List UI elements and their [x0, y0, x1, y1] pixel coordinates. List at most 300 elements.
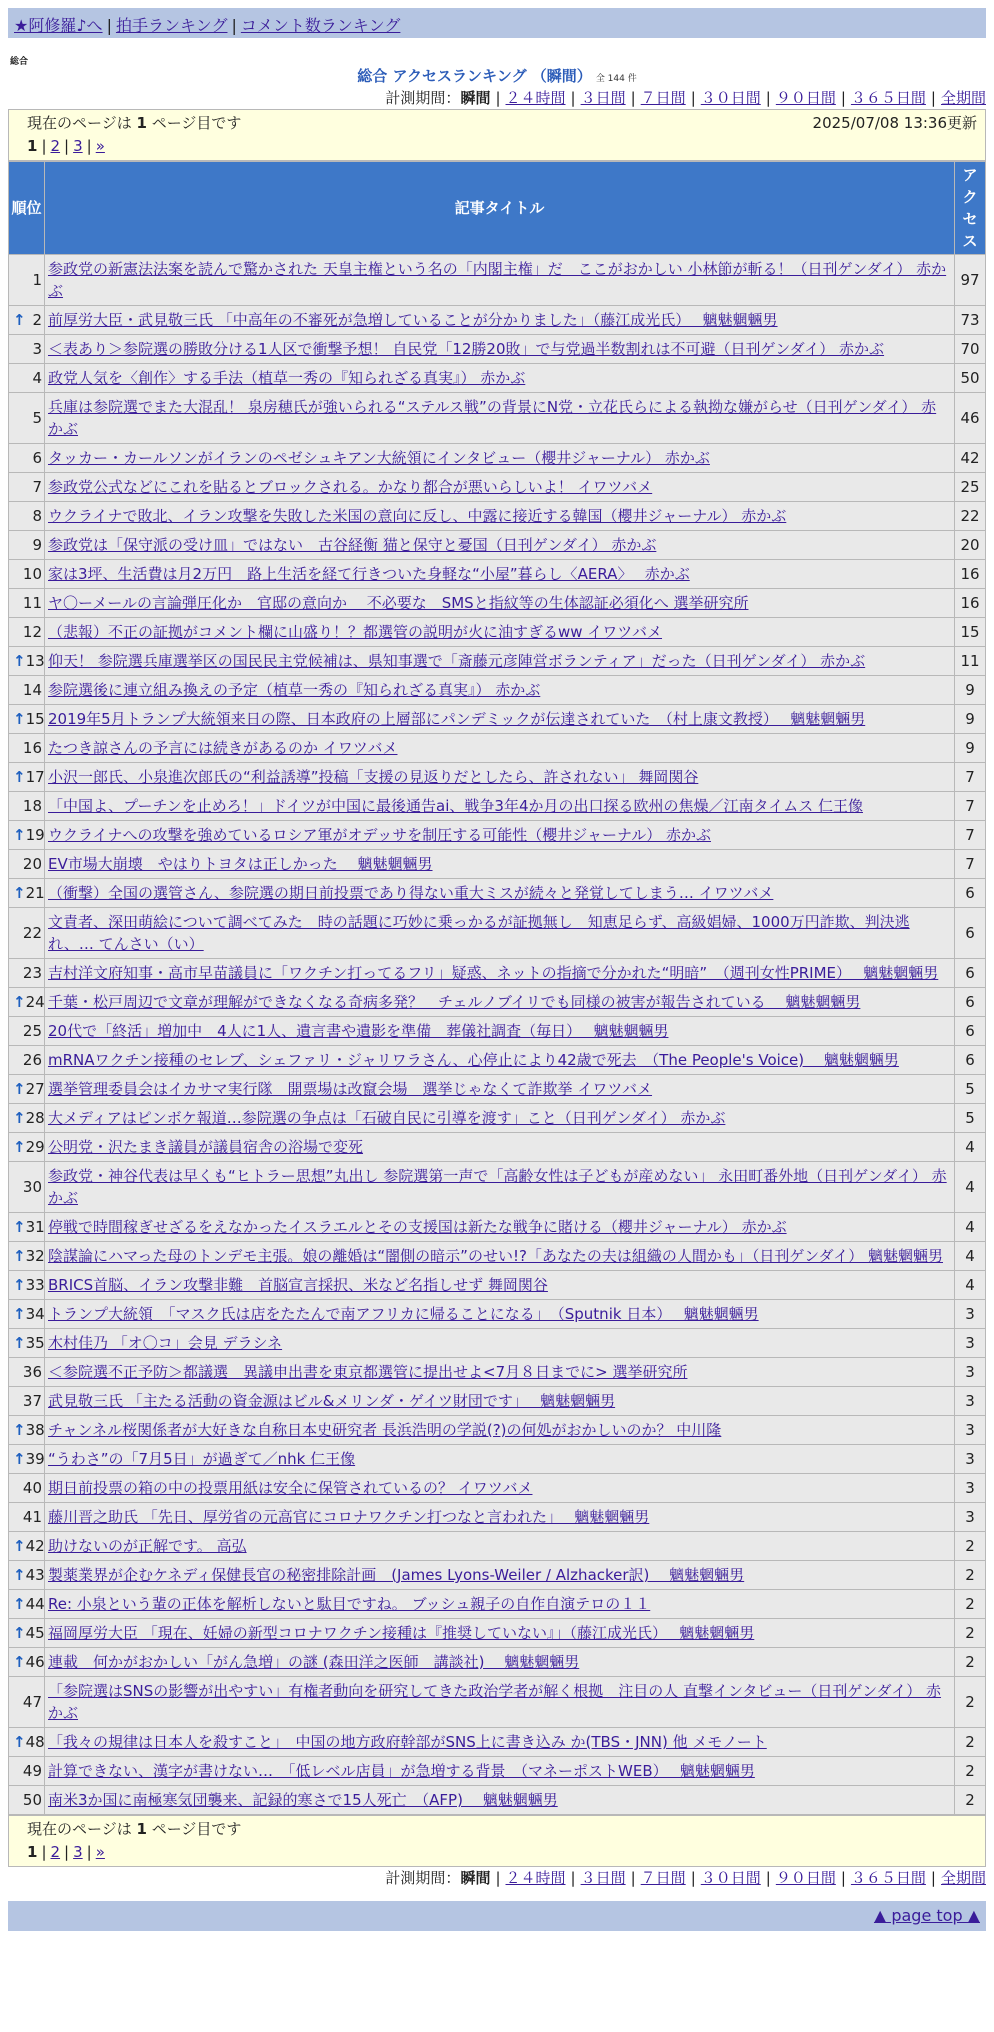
article-link[interactable]: たつき諒さんの予言には続きがあるのか イワツバメ: [48, 739, 398, 757]
access-count: 2: [955, 1619, 986, 1648]
title-cell: [45, 1503, 955, 1532]
rank-up-arrow-icon: ↑: [13, 1334, 26, 1352]
access-count: 2: [955, 1561, 986, 1590]
rank-cell: [9, 1046, 45, 1075]
rank-cell: [9, 1104, 45, 1133]
rank-number: 40: [22, 1479, 42, 1497]
article-link[interactable]: 家は3坪、生活費は月2万円 路上生活を経て行きついた身軽な“小屋”暮らし〈AERA〉 赤かぶ: [48, 565, 690, 583]
table-row: [9, 1162, 986, 1213]
rank-cell: [9, 1619, 45, 1648]
page-link[interactable]: 3: [73, 1843, 83, 1861]
title-cell: [45, 1561, 955, 1590]
table-row: [9, 1104, 986, 1133]
rank-cell: [9, 1648, 45, 1677]
access-count: 3: [955, 1416, 986, 1445]
page-next-link[interactable]: »: [95, 1843, 105, 1861]
article-link[interactable]: 前厚労大臣・武見敬三氏 「中高年の不審死が急増していることが分かりました」（藤江成光氏） 魑魅魍魎男: [48, 311, 778, 329]
article-link[interactable]: 大メディアはピンボケ報道…参院選の争点は「石破自民に引導を渡す」こと（日刊ゲンダイ） 赤かぶ: [48, 1109, 726, 1127]
rank-cell: [9, 1329, 45, 1358]
article-link[interactable]: 停戦で時間稼ぎせざるをえなかったイスラエルとその支援国は新たな戦争に賭ける（櫻井ジャーナル） 赤かぶ: [48, 1218, 787, 1236]
article-link[interactable]: 福岡厚労大臣 「現在、妊婦の新型コロナワクチン接種は『推奨していない』」（藤江成光氏） 魑魅魍魎男: [48, 1624, 755, 1642]
table-row: [9, 1561, 986, 1590]
table-row: [9, 1445, 986, 1474]
rank-number: 21: [25, 884, 45, 902]
rank-number: 34: [25, 1305, 45, 1323]
page-separator: |: [86, 1843, 92, 1861]
rank-cell: [9, 444, 45, 473]
table-row: [9, 1786, 986, 1815]
table-row: [9, 1046, 986, 1075]
access-count: 7: [955, 792, 986, 821]
access-count: 50: [955, 364, 986, 393]
table-row: [9, 1619, 986, 1648]
article-link[interactable]: 政党人気を〈創作〉する手法（植草一秀の『知られざる真実』） 赤かぶ: [48, 369, 526, 387]
rank-cell: [9, 1242, 45, 1271]
rank-number: 24: [25, 993, 45, 1011]
table-row: [9, 908, 986, 959]
rank-number: 27: [25, 1080, 45, 1098]
article-link[interactable]: 武見敬三氏 「主たる活動の資金源はビル&メリンダ・ゲイツ財団です」 魑魅魍魎男: [48, 1392, 616, 1410]
title-cell: [45, 676, 955, 705]
rank-cell: [9, 502, 45, 531]
page-status-current: 1: [136, 114, 147, 132]
rank-up-arrow-icon: ↑: [13, 652, 26, 670]
article-link[interactable]: チャンネル桜関係者が大好きな自称日本史研究者 長浜浩明の学説(?)の何処がおかしいのか？ 中川隆: [48, 1421, 722, 1439]
page-top-link[interactable]: ▲ page top ▲: [873, 1906, 980, 1925]
rank-cell: [9, 908, 45, 959]
title-cell: [45, 560, 955, 589]
rank-number: 3: [32, 340, 42, 358]
access-count: 6: [955, 908, 986, 959]
col-header-title: 記事タイトル: [45, 162, 955, 255]
article-link[interactable]: mRNAワクチン接種のセレブ、シェファリ・ジャリワラさん、心停止により42歳で死去 （The People's Voice) 魑魅魍魎男: [48, 1051, 899, 1069]
rank-cell: [9, 1387, 45, 1416]
access-count: 4: [955, 1133, 986, 1162]
article-link[interactable]: 参政党・神谷代表は早くも“ヒトラー思想”丸出し 参院選第一声で「高齢女性は子どもが産めない」 永田町番外地（日刊ゲンダイ） 赤かぶ: [48, 1167, 947, 1207]
access-count: 6: [955, 879, 986, 908]
access-count: 2: [955, 1532, 986, 1561]
rank-up-arrow-icon: ↑: [13, 1109, 26, 1127]
rank-cell: [9, 473, 45, 502]
rank-cell: [9, 306, 45, 335]
page-separator: |: [64, 1843, 70, 1861]
table-row: [9, 1728, 986, 1757]
rank-cell: [9, 335, 45, 364]
period-link[interactable]: ３日間: [580, 89, 626, 107]
access-count: 3: [955, 1358, 986, 1387]
article-link[interactable]: 千葉・松戸周辺で文章が理解ができなくなる奇病多発？ チェルノブイリでも同様の被害が報告されている 魑魅魍魎男: [48, 993, 861, 1011]
title-cell: [45, 959, 955, 988]
article-link[interactable]: トランプ大統領 「マスク氏は店をたたんで南アフリカに帰ることになる」 （Sputnik 日本） 魑魅魍魎男: [48, 1305, 759, 1323]
rank-number: 20: [22, 855, 42, 873]
rank-number: 45: [25, 1624, 45, 1642]
access-count: 2: [955, 1677, 986, 1728]
article-link[interactable]: 選挙管理委員会はイカサマ実行隊 開票場は改竄会場 選挙じゃなくて詐欺挙 イワツバメ: [48, 1080, 653, 1098]
title-cell: [45, 502, 955, 531]
article-link[interactable]: 兵庫は参院選でまた大混乱！ 泉房穂氏が強いられる“ステルス戦”の背景にN党・立花氏らによる執拗な嫌がらせ（日刊ゲンダイ） 赤かぶ: [48, 398, 937, 438]
rank-number: 14: [22, 681, 42, 699]
access-count: 2: [955, 1590, 986, 1619]
title-cell: [45, 1017, 955, 1046]
rank-cell: [9, 255, 45, 306]
access-count: 6: [955, 959, 986, 988]
article-link[interactable]: （衝撃）全国の選管さん、参院選の期日前投票であり得ない重大ミスが続々と発覚してしまう… イワツバメ: [48, 884, 774, 902]
title-cell: [45, 1445, 955, 1474]
table-row: [9, 560, 986, 589]
period-separator: |: [840, 1869, 846, 1887]
article-link[interactable]: 連載 何かがおかしい「がん急増」の謎 (森田洋之医師 講談社) 魑魅魍魎男: [48, 1653, 580, 1671]
access-count: 2: [955, 1757, 986, 1786]
title-cell: [45, 705, 955, 734]
access-count: 9: [955, 676, 986, 705]
page-separator: |: [41, 137, 47, 155]
rank-up-arrow-icon: ↑: [13, 1138, 26, 1156]
article-link[interactable]: 計算できない、漢字が書けない… 「低レベル店員」が急増する背景 （マネーポストWEB） 魑魅魍魎男: [48, 1762, 755, 1780]
rank-cell: [9, 618, 45, 647]
article-link[interactable]: 参政党は「保守派の受け皿」ではない 古谷経衡 猫と保守と憂国（日刊ゲンダイ） 赤かぶ: [48, 536, 657, 554]
period-separator: |: [765, 89, 771, 107]
period-link[interactable]: ３０日間: [700, 89, 761, 107]
access-count: 9: [955, 734, 986, 763]
article-link[interactable]: ＜表あり＞参院選の勝敗分ける1人区で衝撃予想！ 自民党「12勝20敗」で与党過半数割れは不可避（日刊ゲンダイ） 赤かぶ: [48, 340, 885, 358]
period-separator: |: [630, 89, 636, 107]
rank-up-arrow-icon: ↑: [13, 1450, 26, 1468]
title-cell: [45, 393, 955, 444]
period-link[interactable]: ３６５日間: [850, 1869, 926, 1887]
table-row: [9, 705, 986, 734]
table-row: [9, 1474, 986, 1503]
access-count: 42: [955, 444, 986, 473]
access-count: 3: [955, 1387, 986, 1416]
rank-number: 41: [22, 1508, 42, 1526]
rank-cell: [9, 560, 45, 589]
rank-cell: [9, 676, 45, 705]
rank-number: 31: [25, 1218, 45, 1236]
title-cell: [45, 306, 955, 335]
rank-cell: [9, 959, 45, 988]
article-link[interactable]: 吉村洋文府知事・高市早苗議員に「ワクチン打ってるフリ」疑惑、ネットの指摘で分かれた“明暗” （週刊女性PRIME） 魑魅魍魎男: [48, 964, 939, 982]
access-count: 3: [955, 1300, 986, 1329]
title-cell: [45, 1162, 955, 1213]
table-row: [9, 1271, 986, 1300]
article-link[interactable]: Re: 小泉という輩の正体を解析しないと駄目ですね。 ブッシュ親子の自作自演テロの１１: [48, 1595, 651, 1613]
access-count: 97: [955, 255, 986, 306]
pager-links: [27, 134, 977, 158]
table-row: [9, 364, 986, 393]
title-cell: [45, 1474, 955, 1503]
ranking-title: [8, 65, 986, 87]
period-link[interactable]: ７日間: [640, 1869, 686, 1887]
rank-number: 9: [32, 536, 42, 554]
article-link[interactable]: 南米3か国に南極寒気団襲来、記録的寒さで15人死亡 （AFP) 魑魅魍魎男: [48, 1791, 558, 1809]
period-link[interactable]: ２４時間: [505, 1869, 566, 1887]
article-link[interactable]: 製薬業界が企むケネディ保健長官の秘密排除計画 (James Lyons-Weiler / Alzhacker訳) 魑魅魍魎男: [48, 1566, 745, 1584]
rank-number: 1: [32, 271, 42, 289]
rank-up-arrow-icon: ↑: [13, 710, 26, 728]
title-cell: [45, 1532, 955, 1561]
rank-cell: [9, 1075, 45, 1104]
rank-cell: [9, 1445, 45, 1474]
article-link[interactable]: （悲報）不正の証拠がコメント欄に山盛り！？都選管の説明が火に油すぎるww イワツバメ: [48, 623, 663, 641]
rank-number: 17: [25, 768, 45, 786]
rank-cell: [9, 1162, 45, 1213]
article-link[interactable]: 「我々の規律は日本人を殺すこと」 中国の地方政府幹部がSNS上に書き込み か(TBS・JNN) 他 メモノート: [48, 1733, 767, 1751]
nav-home-link[interactable]: ★阿修羅♪へ: [14, 16, 103, 35]
access-count: 22: [955, 502, 986, 531]
rank-number: 2: [32, 311, 42, 329]
title-cell: [45, 1329, 955, 1358]
rank-up-arrow-icon: ↑: [13, 1218, 26, 1236]
title-cell: [45, 1213, 955, 1242]
rank-cell: [9, 1757, 45, 1786]
page-status: 現在のページは 1 ページ目です: [27, 114, 242, 132]
page-separator: |: [86, 137, 92, 155]
period-separator: |: [630, 1869, 636, 1887]
table-row: [9, 850, 986, 879]
period-separator: |: [930, 1869, 936, 1887]
rank-number: 8: [32, 507, 42, 525]
rank-number: 10: [22, 565, 42, 583]
article-link[interactable]: ＜参院選不正予防＞都議選 異議申出書を東京都選管に提出せよ<7月８日までに> 選挙研究所: [48, 1363, 688, 1381]
article-link[interactable]: 「参院選はSNSの影響が出やすい」有権者動向を研究してきた政治学者が解く根拠 注目の人 直撃インタビュー（日刊ゲンダイ） 赤かぶ: [48, 1682, 942, 1722]
title-cell: [45, 988, 955, 1017]
table-row: [9, 502, 986, 531]
page-next-link[interactable]: »: [95, 137, 105, 155]
article-link[interactable]: 陰謀論にハマった母のトンデモ主張。娘の離婚は“闇側の暗示”のせい!?「あなたの夫は組織の人間かも」（日刊ゲンダイ） 魑魅魍魎男: [48, 1247, 943, 1265]
page-link[interactable]: 2: [50, 137, 61, 155]
rank-up-arrow-icon: ↑: [13, 993, 26, 1011]
rank-number: 43: [25, 1566, 45, 1584]
article-link[interactable]: 2019年5月トランプ大統領来日の際、日本政府の上層部にパンデミックが伝達されていた （村上康文教授） 魑魅魍魎男: [48, 710, 866, 728]
rank-number: 44: [25, 1595, 45, 1613]
title-cell: [45, 850, 955, 879]
page-current: 1: [27, 1843, 38, 1861]
article-link[interactable]: 参政党公式などにこれを貼るとブロックされる。かなり都合が悪いらしいよ！ イワツバメ: [48, 478, 653, 496]
title-cell: [45, 1104, 955, 1133]
article-link[interactable]: 木村佳乃 「オ〇コ」会見 デラシネ: [48, 1334, 283, 1352]
article-link[interactable]: 参政党の新憲法法案を読んで驚かされた 天皇主権という名の「内閣主権」だ ここがおかしい 小林節が斬る！（日刊ゲンダイ） 赤かぶ: [48, 260, 947, 300]
access-count: 46: [955, 393, 986, 444]
rank-number: 7: [32, 478, 42, 496]
access-count: 6: [955, 1046, 986, 1075]
rank-number: 28: [25, 1109, 45, 1127]
access-count: 4: [955, 1162, 986, 1213]
article-link[interactable]: 期日前投票の箱の中の投票用紙は安全に保管されているの？ イワツバメ: [48, 1479, 533, 1497]
rank-cell: [9, 705, 45, 734]
page-separator: |: [64, 137, 70, 155]
title-cell: [45, 1387, 955, 1416]
rank-number: 38: [25, 1421, 45, 1439]
rank-cell: [9, 1017, 45, 1046]
access-count: 7: [955, 850, 986, 879]
page-status-current: 1: [136, 1820, 147, 1838]
access-count: 4: [955, 1242, 986, 1271]
access-count: 2: [955, 1648, 986, 1677]
rank-cell: [9, 393, 45, 444]
title-cell: [45, 531, 955, 560]
access-count: 4: [955, 1271, 986, 1300]
updated-timestamp: 2025/07/08 13:36更新: [812, 114, 977, 132]
article-link[interactable]: 小沢一郎氏、小泉進次郎氏の“利益誘導”投稿「支援の見返りだとしたら、許されない」 舞岡関谷: [48, 768, 699, 786]
article-link[interactable]: 仰天！ 参院選兵庫選挙区の国民民主党候補は、県知事選で「斎藤元彦陣営ボランティア」だった（日刊ゲンダイ） 赤かぶ: [48, 652, 866, 670]
article-link[interactable]: ヤ〇ーメールの言論弾圧化か 官邸の意向か 不必要な SMSと指紋等の生体認証必須化へ 選挙研究所: [48, 594, 749, 612]
period-link[interactable]: ３０日間: [700, 1869, 761, 1887]
title-cell: [45, 1648, 955, 1677]
rank-up-arrow-icon: ↑: [13, 1537, 26, 1555]
rank-up-arrow-icon: ↑: [13, 1733, 26, 1751]
rank-cell: [9, 1358, 45, 1387]
access-count: 2: [955, 1786, 986, 1815]
table-row: [9, 1358, 986, 1387]
article-link[interactable]: BRICS首脳、イラン攻撃非難 首脳宣言採択、米など名指しせず 舞岡関谷: [48, 1276, 548, 1294]
title-cell: [45, 792, 955, 821]
period-link[interactable]: ９０日間: [775, 89, 836, 107]
table-row: [9, 1329, 986, 1358]
article-link[interactable]: タッカー・カールソンがイランのペゼシュキアン大統領にインタビュー（櫻井ジャーナル） 赤かぶ: [48, 449, 710, 467]
rank-up-arrow-icon: ↑: [13, 884, 26, 902]
access-count: 73: [955, 306, 986, 335]
page-link[interactable]: 2: [50, 1843, 61, 1861]
table-row: [9, 618, 986, 647]
table-row: [9, 1387, 986, 1416]
rank-cell: [9, 1786, 45, 1815]
pager-top: [8, 109, 986, 161]
table-row: [9, 255, 986, 306]
rank-number: 5: [32, 409, 42, 427]
title-cell: [45, 589, 955, 618]
title-cell: [45, 1728, 955, 1757]
title-cell: [45, 444, 955, 473]
period-separator: |: [690, 89, 696, 107]
title-cell: [45, 1133, 955, 1162]
period-link[interactable]: ３日間: [580, 1869, 626, 1887]
period-separator: |: [570, 89, 576, 107]
table-row: [9, 444, 986, 473]
nav-comment-ranking-link[interactable]: コメント数ランキング: [240, 16, 401, 35]
rank-cell: [9, 1416, 45, 1445]
rank-cell: [9, 763, 45, 792]
article-link[interactable]: “うわさ”の「7月5日」が過ぎて／nhk 仁王像: [48, 1450, 356, 1468]
table-row: [9, 1648, 986, 1677]
access-count: 5: [955, 1075, 986, 1104]
table-row: [9, 959, 986, 988]
article-link[interactable]: 公明党・沢たまき議員が議員宿舎の浴場で変死: [48, 1138, 364, 1156]
table-row: [9, 335, 986, 364]
rank-number: 22: [22, 924, 42, 942]
table-row: [9, 676, 986, 705]
title-cell: [45, 1786, 955, 1815]
rank-cell: [9, 589, 45, 618]
article-link[interactable]: 文責者、深田萌絵について調べてみた 時の話題に巧妙に乗っかるが証拠無し 知恵足らず、高級娼婦、1000万円詐欺、判決逃れ、… てんさい（い）: [48, 913, 910, 953]
table-row: [9, 1532, 986, 1561]
period-link[interactable]: 全期間: [940, 1869, 986, 1887]
title-cell: [45, 255, 955, 306]
ranking-table-body: [9, 255, 986, 1815]
rank-up-arrow-icon: ↑: [13, 768, 26, 786]
rank-cell: [9, 1271, 45, 1300]
ranking-table: [8, 161, 986, 1815]
access-count: 70: [955, 335, 986, 364]
access-count: 20: [955, 531, 986, 560]
period-current: 瞬間: [460, 1869, 491, 1887]
rank-number: 13: [25, 652, 45, 670]
title-cell: [45, 364, 955, 393]
article-link[interactable]: 20代で「終活」増加中 4人に1人、遺言書や遺影を準備 葬儀社調査（毎日） 魑魅魍魎男: [48, 1022, 669, 1040]
page-link[interactable]: 3: [73, 137, 83, 155]
rank-up-arrow-icon: ↑: [13, 1595, 26, 1613]
title-cell: [45, 473, 955, 502]
access-count: 3: [955, 1329, 986, 1358]
rank-cell: [9, 1503, 45, 1532]
access-count: 7: [955, 821, 986, 850]
rank-number: 48: [25, 1733, 45, 1751]
title-cell: [45, 908, 955, 959]
title-cell: [45, 821, 955, 850]
access-count: 15: [955, 618, 986, 647]
title-cell: [45, 1271, 955, 1300]
rank-number: 19: [25, 826, 45, 844]
rank-number: 49: [22, 1762, 42, 1780]
article-link[interactable]: EV市場大崩壊 やはりトヨタは正しかった 魑魅魍魎男: [48, 855, 433, 873]
table-row: [9, 1300, 986, 1329]
period-selector-bottom: [8, 1867, 986, 1889]
rank-up-arrow-icon: ↑: [13, 1080, 26, 1098]
period-current: 瞬間: [460, 89, 491, 107]
access-count: 7: [955, 763, 986, 792]
access-count: 3: [955, 1503, 986, 1532]
nav-separator: |: [231, 16, 237, 35]
page-status: 現在のページは 1 ページ目です: [27, 1820, 242, 1838]
category-label: 総合: [10, 57, 29, 67]
title-cell: [45, 1757, 955, 1786]
article-link[interactable]: 参院選後に連立組み換えの予定（植草一秀の『知られざる真実』） 赤かぶ: [48, 681, 541, 699]
title-cell: [45, 1590, 955, 1619]
period-link[interactable]: 全期間: [940, 89, 986, 107]
rank-cell: [9, 850, 45, 879]
page-separator: |: [41, 1843, 47, 1861]
access-count: 3: [955, 1445, 986, 1474]
period-link[interactable]: ３６５日間: [850, 89, 926, 107]
article-link[interactable]: 藤川晋之助氏 「先日、厚労省の元高官にコロナワクチン打つなと言われた」 魑魅魍魎男: [48, 1508, 650, 1526]
rank-up-arrow-icon: ↑: [13, 311, 26, 329]
table-row: [9, 306, 986, 335]
period-link[interactable]: ７日間: [640, 89, 686, 107]
rank-number: 50: [22, 1791, 42, 1809]
table-header-row: [9, 162, 986, 255]
article-link[interactable]: ウクライナへの攻撃を強めているロシア軍がオデッサを制圧する可能性（櫻井ジャーナル） 赤かぶ: [48, 826, 711, 844]
rank-cell: [9, 734, 45, 763]
rank-up-arrow-icon: ↑: [13, 1421, 26, 1439]
rank-up-arrow-icon: ↑: [13, 1305, 26, 1323]
table-row: [9, 393, 986, 444]
rank-cell: [9, 1677, 45, 1728]
rank-cell: [9, 1133, 45, 1162]
rank-up-arrow-icon: ↑: [13, 1653, 26, 1671]
nav-applause-ranking-link[interactable]: 拍手ランキング: [115, 16, 228, 35]
rank-number: 25: [22, 1022, 42, 1040]
article-link[interactable]: 「中国よ、プーチンを止めろ！」ドイツが中国に最後通告ai、戦争3年4か月の出口探る欧州の焦燥／江南タイムス 仁王像: [48, 797, 863, 815]
access-count: 9: [955, 705, 986, 734]
access-count: 2: [955, 1728, 986, 1757]
rank-number: 15: [25, 710, 45, 728]
period-link[interactable]: ２４時間: [505, 89, 566, 107]
rank-up-arrow-icon: ↑: [13, 1566, 26, 1584]
article-link[interactable]: 助けないのが正解です。 高弘: [48, 1537, 247, 1555]
rank-number: 23: [22, 964, 42, 982]
rank-cell: [9, 1561, 45, 1590]
period-link[interactable]: ９０日間: [775, 1869, 836, 1887]
article-link[interactable]: ウクライナで敗北、イラン攻撃を失敗した米国の意向に反し、中露に接近する韓国（櫻井ジャーナル） 赤かぶ: [48, 507, 787, 525]
